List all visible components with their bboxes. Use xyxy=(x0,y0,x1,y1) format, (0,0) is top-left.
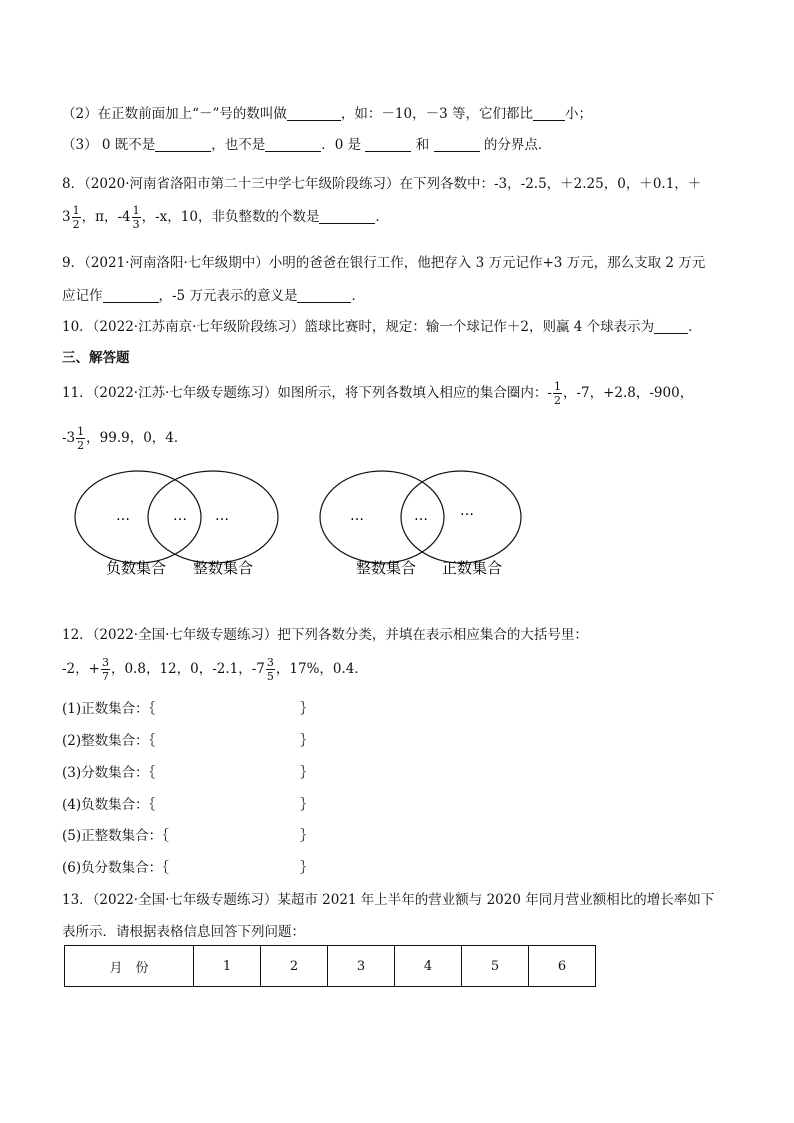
table-cell: 2 xyxy=(261,946,328,987)
fraction: $\frac{3}{7}$ xyxy=(101,656,109,683)
fraction: $\frac{1}{2}$ xyxy=(553,380,561,407)
q10-line: 10．（2022·江苏南京·七年级阶段练习）篮球比赛时，规定：输一个球记作＋2，则赢 4 个球表示为 ． xyxy=(62,319,702,335)
q12-line1: 12．（2022·全国·七年级专题练习）把下列各数分类，并填在表示相应集合的大括号里： xyxy=(62,627,588,643)
venn-label: 整数集合 xyxy=(356,559,417,577)
fraction: $\frac{1}{3}$ xyxy=(132,204,140,231)
venn-diagram-1 xyxy=(75,471,278,577)
set-negative-fraction[interactable]: (6)负分数集合：｛ xyxy=(62,860,169,876)
fraction: $\frac{3}{5}$ xyxy=(266,656,274,683)
q11-line2: -3 $\frac{1}{2}$ ，99.9，0，4． xyxy=(62,425,188,452)
venn-diagrams xyxy=(60,470,540,585)
answer-blank[interactable] xyxy=(654,319,688,334)
section-heading: 三、解答题 xyxy=(62,350,130,366)
venn-dots: … xyxy=(173,508,187,524)
answer-blank[interactable] xyxy=(319,209,375,224)
answer-blank[interactable] xyxy=(287,106,341,121)
set-close-brace: ｝ xyxy=(300,828,314,844)
answer-blank[interactable] xyxy=(533,106,565,121)
set-negative[interactable]: (4)负数集合：｛ xyxy=(62,797,156,813)
table-cell: 4 xyxy=(395,946,462,987)
answer-blank[interactable] xyxy=(103,288,159,303)
set-close-brace: ｝ xyxy=(300,797,314,813)
answer-blank[interactable] xyxy=(155,137,211,152)
venn-dots: … xyxy=(116,508,130,524)
set-fraction[interactable]: (3)分数集合：｛ xyxy=(62,765,156,781)
table-cell: 1 xyxy=(194,946,261,987)
answer-blank[interactable] xyxy=(297,288,351,303)
growth-rate-table xyxy=(64,945,596,987)
q13-line1: 13．（2022·全国·七年级专题练习）某超市 2021 年上半年的营业额与 2020 年同月营业额相比的增长率如下 xyxy=(62,892,715,908)
answer-blank[interactable] xyxy=(434,137,480,152)
q12-numbers: -2，+ $\frac{3}{7}$ ，0.8，12，0，-2.1，-7 $\frac{3}{5}$ ，17%，0.4． xyxy=(62,656,368,683)
q7-line3: （3） 0 既不是 ，也不是 ．0 是 和 的分界点． xyxy=(62,137,552,153)
q9-line1: 9．（2021·河南洛阳·七年级期中）小明的爸爸在银行工作，他把存入 3 万元记作+3 万元，那么支取 2 万元 xyxy=(62,255,706,271)
q11-line1: 11．（2022·江苏·七年级专题练习）如图所示，将下列各数填入相应的集合圈内：- $\frac{1}{2}$ ，-7，+2.8，-900， xyxy=(62,380,694,407)
venn-label: 正数集合 xyxy=(442,559,503,577)
set-close-brace: ｝ xyxy=(300,701,314,717)
fraction: $\frac{1}{2}$ xyxy=(72,204,80,231)
set-positive-integer[interactable]: (5)正整数集合：｛ xyxy=(62,828,169,844)
table-cell: 5 xyxy=(462,946,529,987)
table-row xyxy=(65,946,596,987)
fraction: $\frac{1}{2}$ xyxy=(77,425,85,452)
venn-dots: … xyxy=(215,508,229,524)
venn-circle-integer xyxy=(148,471,278,563)
table-cell: 3 xyxy=(328,946,395,987)
venn-label: 负数集合 xyxy=(106,559,167,577)
set-integer[interactable]: (2)整数集合：｛ xyxy=(62,733,156,749)
q13-line2: 表所示．请根据表格信息回答下列问题： xyxy=(62,924,305,940)
venn-diagram-2 xyxy=(320,471,521,577)
table-header-cell: 月 份 xyxy=(65,946,194,987)
venn-dots: … xyxy=(460,503,474,519)
table-cell: 6 xyxy=(529,946,596,987)
q8-line2: 3 $\frac{1}{2}$ ，π，-4 $\frac{1}{3}$ ，-x，10，非负整数的个数是 ． xyxy=(62,204,389,231)
answer-blank[interactable] xyxy=(365,137,411,152)
venn-label: 整数集合 xyxy=(193,559,254,577)
q9-line2: 应记作 ，-5 万元表示的意义是 ． xyxy=(62,288,365,304)
venn-dots: … xyxy=(414,508,428,524)
answer-blank[interactable] xyxy=(265,137,321,152)
venn-dots: … xyxy=(350,508,364,524)
set-positive[interactable]: (1)正数集合：｛ xyxy=(62,701,156,717)
set-close-brace: ｝ xyxy=(300,765,314,781)
set-close-brace: ｝ xyxy=(300,860,314,876)
q8-line1: 8．（2020·河南省洛阳市第二十三中学七年级阶段练习）在下列各数中：-3，-2.5，＋2.25，0，＋0.1，＋ xyxy=(62,176,702,192)
q7-line2: （2）在正数前面加上“－”号的数叫做 ，如：－10，－3 等，它们都比 小； xyxy=(62,106,592,122)
set-close-brace: ｝ xyxy=(300,733,314,749)
